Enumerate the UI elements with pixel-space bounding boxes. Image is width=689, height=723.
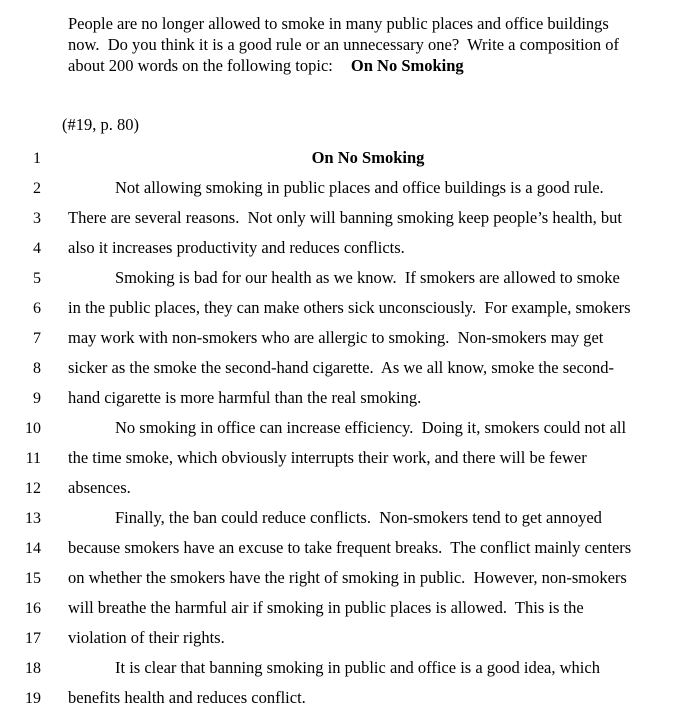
line-number: 19 [25, 690, 41, 707]
line-text: the time smoke, which obviously interrupts their work, and there will be fewer [68, 448, 587, 467]
line-text: absences. [68, 478, 131, 497]
essay-line-row [0, 443, 689, 473]
essay-line-row [0, 293, 689, 323]
essay-line-row [0, 413, 689, 443]
essay-line-row [0, 203, 689, 233]
essay-line-row [0, 503, 689, 533]
essay-line-row [0, 593, 689, 623]
essay-line-row [0, 353, 689, 383]
line-number: 15 [25, 570, 41, 587]
prompt-line: now. Do you think it is a good rule or an unnecessary one? Write a composition of [68, 35, 620, 54]
line-number: 7 [33, 330, 41, 347]
line-text: Not allowing smoking in public places and office buildings is a good rule. [115, 178, 604, 197]
essay-body [0, 143, 689, 713]
line-text: because smokers have an excuse to take frequent breaks. The conflict mainly centers [68, 538, 632, 557]
line-number: 4 [33, 240, 41, 257]
essay-line-row [0, 563, 689, 593]
essay-line-row [0, 263, 689, 293]
prompt-line [68, 55, 619, 76]
line-number: 8 [33, 360, 41, 377]
line-number: 6 [33, 300, 41, 317]
essay-topic-label: On No Smoking [350, 56, 464, 75]
line-number: 9 [33, 390, 41, 407]
line-text: in the public places, they can make others sick unconsciously. For example, smokers [68, 298, 631, 317]
line-text: also it increases productivity and reduces conflicts. [68, 238, 405, 257]
line-number: 2 [33, 180, 41, 197]
line-number: 13 [25, 510, 41, 527]
essay-line-row [0, 143, 689, 173]
essay-line-row [0, 653, 689, 683]
line-number: 14 [25, 540, 41, 557]
essay-title: On No Smoking [311, 148, 425, 167]
line-number: 11 [25, 450, 41, 467]
assignment-prompt [68, 13, 619, 76]
prompt-line: People are no longer allowed to smoke in many public places and office buildings [68, 14, 609, 33]
essay-line-row [0, 623, 689, 653]
line-number: 16 [25, 600, 41, 617]
line-number: 3 [33, 210, 41, 227]
essay-line-row [0, 683, 689, 713]
line-text: Finally, the ban could reduce conflicts. Non-smokers tend to get annoyed [115, 508, 602, 527]
essay-line-row [0, 533, 689, 563]
line-number: 12 [25, 480, 41, 497]
line-text: may work with non-smokers who are allergic to smoking. Non-smokers may get [68, 328, 604, 347]
line-number: 1 [33, 150, 41, 167]
line-text: sicker as the smoke the second-hand cigarette. As we all know, smoke the second- [68, 358, 615, 377]
line-text: hand cigarette is more harmful than the real smoking. [68, 388, 422, 407]
line-text: benefits health and reduces conflict. [68, 688, 306, 707]
essay-line-row [0, 173, 689, 203]
essay-line-row [0, 383, 689, 413]
line-text: Smoking is bad for our health as we know. If smokers are allowed to smoke [115, 268, 620, 287]
prompt-line-text: about 200 words on the following topic: [68, 56, 333, 75]
essay-line-row [0, 323, 689, 353]
essay-line-row [0, 233, 689, 263]
line-text: on whether the smokers have the right of smoking in public. However, non-smokers [68, 568, 627, 587]
line-number: 5 [33, 270, 41, 287]
essay-line-row [0, 473, 689, 503]
line-number: 10 [25, 420, 41, 437]
line-number: 18 [25, 660, 41, 677]
line-text: There are several reasons. Not only will banning smoking keep people’s health, but [68, 208, 622, 227]
line-text: No smoking in office can increase efficiency. Doing it, smokers could not all [115, 418, 627, 437]
line-text: violation of their rights. [68, 628, 225, 647]
source-reference: (#19, p. 80) [62, 115, 139, 134]
line-text: will breathe the harmful air if smoking in public places is allowed. This is the [68, 598, 584, 617]
line-number: 17 [25, 630, 41, 647]
line-text: It is clear that banning smoking in public and office is a good idea, which [115, 658, 600, 677]
